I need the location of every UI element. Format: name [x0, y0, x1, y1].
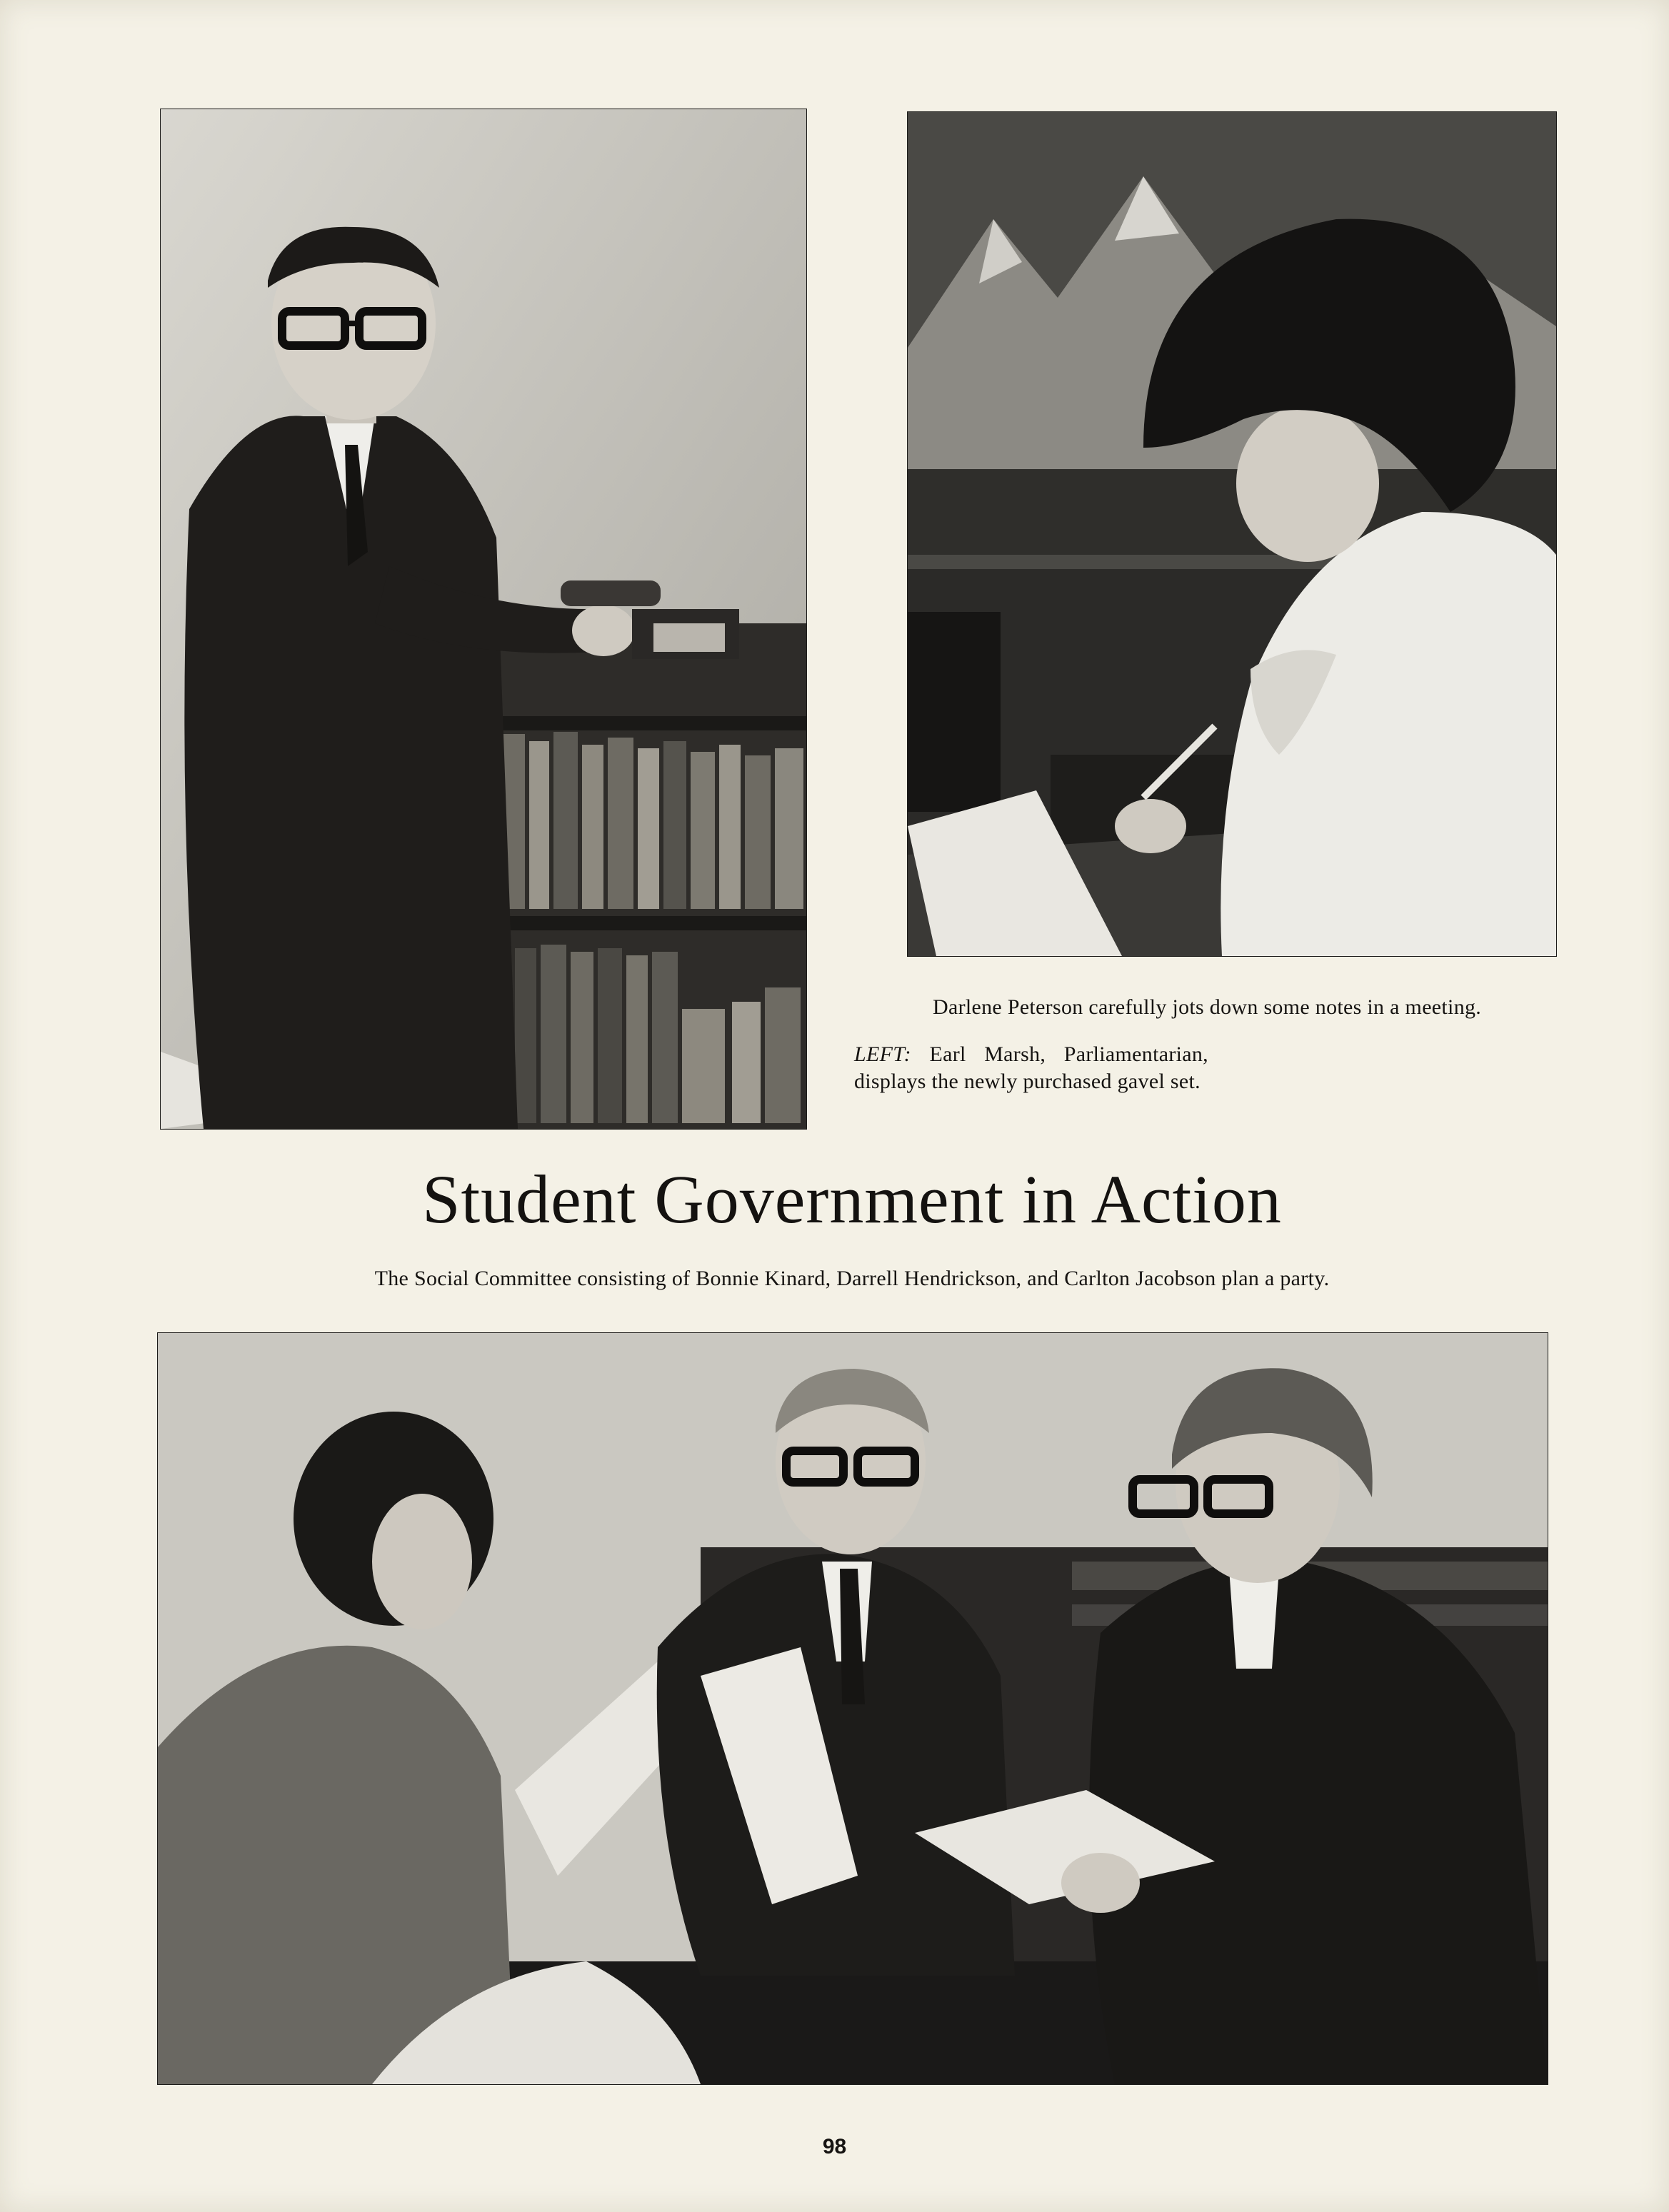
caption-social-committee: The Social Committee consisting of Bonnie Kinard, Darrell Hendrickson, and Carlton Jacobson plan a party.: [374, 1267, 1330, 1290]
photo-social-committee-image: [158, 1333, 1548, 2084]
page-number: 98: [822, 2135, 847, 2158]
photo-earl-marsh-gavel-image: [161, 109, 806, 1129]
photo-earl-marsh-gavel: [160, 109, 807, 1130]
photo-darlene-peterson-notes-image: [908, 112, 1556, 956]
caption-darlene-peterson: Darlene Peterson carefully jots down some notes in a meeting.: [933, 995, 1482, 1019]
caption-earl-marsh-text: Earl Marsh, Parliamentarian, displays the newly purchased gavel set.: [854, 1042, 1208, 1093]
photo-social-committee: [157, 1332, 1548, 2085]
caption-earl-marsh-lead: LEFT:: [854, 1042, 911, 1066]
photo-darlene-peterson-notes: [907, 111, 1557, 957]
caption-earl-marsh: [854, 1041, 1208, 1095]
page-title: Student Government in Action: [422, 1161, 1282, 1237]
